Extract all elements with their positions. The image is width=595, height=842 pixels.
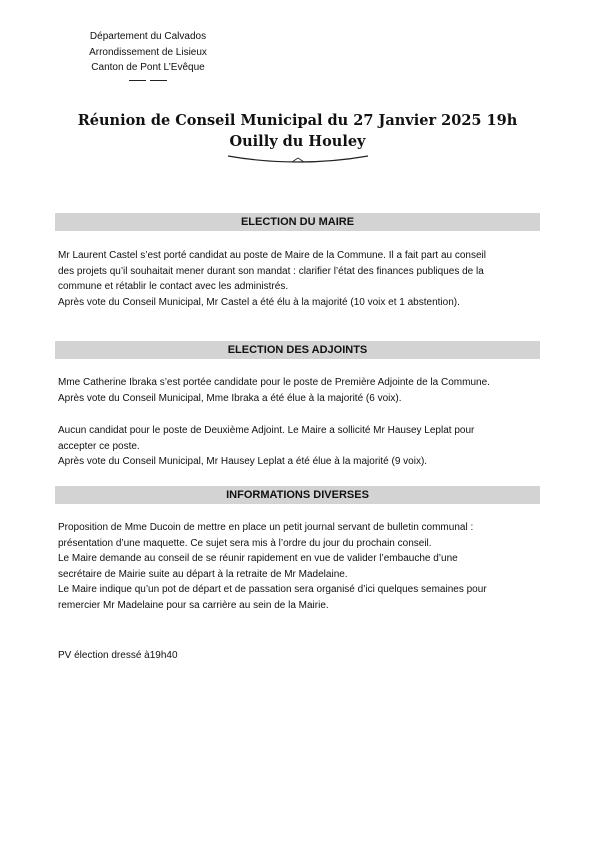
text-line: Proposition de Mme Ducoin de mettre en place un petit journal servant de bulletin communal : — [58, 522, 474, 533]
title-line-1: Réunion de Conseil Municipal du 27 Janvier 2025 19h — [77, 112, 518, 129]
department-line: Département du Calvados — [89, 31, 207, 42]
text-line: Le Maire demande au conseil de se réunir rapidement en vue de valider l’embauche d’une — [58, 553, 458, 564]
text-line: présentation d’une maquette. Ce sujet sera mis à l’ordre du jour du prochain conseil. — [58, 537, 432, 549]
header-block — [48, 29, 248, 83]
text-line: secrétaire de Mairie suite au départ à la retraite de Mr Madelaine. — [58, 568, 348, 580]
title-flourish-divider — [226, 154, 370, 164]
document-title — [0, 110, 595, 152]
text-line: Mr Laurent Castel s’est porté candidat au poste de Maire de la Commune. Il a fait part au conseil — [58, 250, 487, 261]
text-line: remercier Mr Madelaine pour sa carrière au sein de la Mairie. — [58, 599, 329, 611]
text-line: Aucun candidat pour le poste de Deuxième Adjoint. Le Maire a sollicité Mr Hausey Leplat pour — [58, 425, 475, 436]
section-heading-election-maire: ELECTION DU MAIRE — [55, 213, 540, 231]
footer-note — [58, 648, 540, 664]
text-line: accepter ce poste. — [58, 440, 140, 452]
text-line: Après vote du Conseil Municipal, Mr Hausey Leplat a été élue à la majorité (9 voix). — [58, 456, 428, 467]
arrondissement-line: Arrondissement de Lisieux — [89, 46, 207, 58]
title-line-2: Ouilly du Houley — [229, 133, 366, 150]
section-heading-election-adjoints: ELECTION DES ADJOINTS — [55, 341, 540, 359]
section-heading-informations-diverses: INFORMATIONS DIVERSES — [55, 486, 540, 504]
canton-line: Canton de Pont L’Evêque — [91, 62, 205, 73]
pv-note-text: PV élection dressé à19h40 — [58, 650, 178, 661]
paragraph-premiere-adjointe — [58, 375, 540, 406]
text-line: Après vote du Conseil Municipal, Mr Castel a été élu à la majorité (10 voix et 1 abstention). — [58, 296, 460, 308]
header-separator — [129, 79, 167, 83]
text-line: Après vote du Conseil Municipal, Mme Ibraka a été élue à la majorité (6 voix). — [58, 392, 402, 404]
paragraph-election-maire — [58, 248, 540, 310]
paragraph-informations-diverses — [58, 520, 540, 613]
text-line: Mme Catherine Ibraka s’est portée candidate pour le poste de Première Adjointe de la Commune. — [58, 377, 490, 388]
text-line: des projets qu’il souhaitait mener durant son mandat : clarifier l’état des finances publiques de la — [58, 265, 484, 277]
text-line: Le Maire indique qu’un pot de départ et de passation sera organisé d’ici quelques semaines pour — [58, 584, 487, 595]
paragraph-deuxieme-adjoint — [58, 423, 540, 470]
text-line: commune et rétablir le contact avec les administrés. — [58, 281, 289, 292]
